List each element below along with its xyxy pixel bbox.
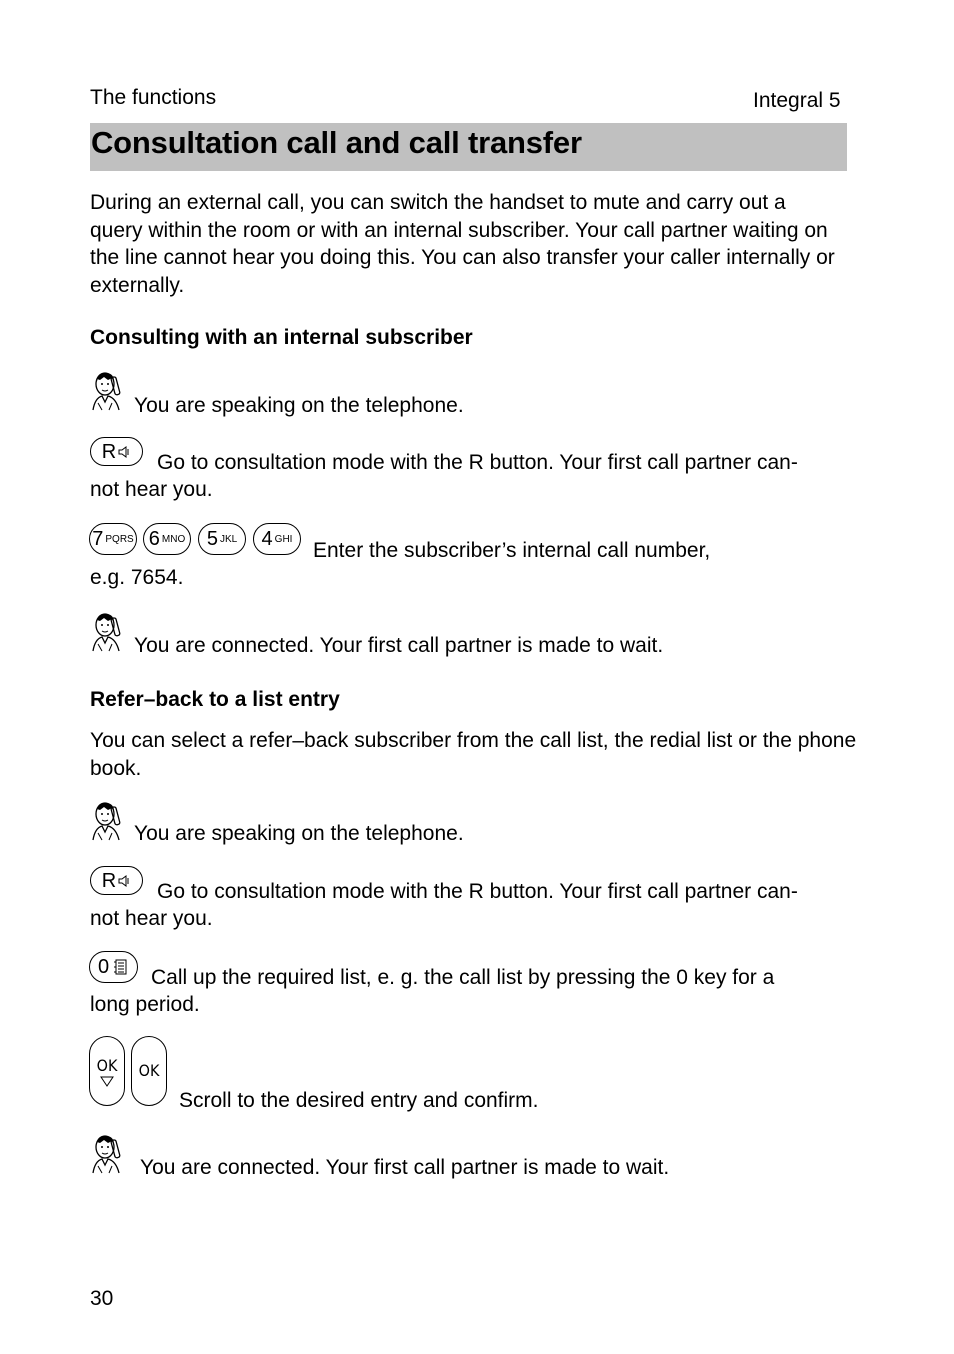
section1-heading: Consulting with an internal subscriber [90,326,473,349]
s1-step1-text: You are speaking on the telephone. [134,394,464,417]
zero-key-label: 0 [97,956,110,978]
section2-heading: Refer–back to a list entry [90,688,340,711]
ok-scroll-button[interactable] [89,1036,125,1106]
r-key-label: R [101,869,117,892]
section2-intro: You can select a refer–back subscriber from the call list, the redial list or the phone book. [90,729,857,780]
key-digit: 6 [148,528,160,550]
list-book-icon [113,958,129,976]
s2-step2-line2: not hear you. [90,907,213,930]
key-4-button[interactable] [253,523,301,555]
r-key-button[interactable] [90,866,143,895]
page-title: Consultation call and call transfer [91,125,582,160]
s2-step3-line2: long period. [90,993,200,1016]
ok-confirm-button[interactable] [131,1036,167,1106]
person-on-phone-icon [90,611,128,653]
speaker-icon [117,874,131,888]
key-7-button[interactable] [89,523,137,555]
s2-step5-text: You are connected. Your first call partner is made to wait. [140,1156,670,1179]
s2-step3-line1: Call up the required list, e. g. the call list by pressing the 0 key for a [151,966,775,989]
s1-step3-line2: e.g. 7654. [90,566,184,589]
intro-paragraph: During an external call, you can switch the handset to mute and carry out a query within the room or with an internal subscriber. Your call partner waiting on the line cannot hear you doing this. You can also transfer your caller internally or externally. [90,191,835,297]
ok-label: OK [96,1055,118,1075]
r-key-button[interactable] [90,437,143,466]
key-letters: PQRS [105,533,134,545]
zero-key-button[interactable] [89,951,138,983]
key-digit: 4 [261,528,273,550]
s1-step3-line1: Enter the subscriber’s internal call number, [313,539,711,562]
page-number: 30 [90,1287,114,1310]
person-on-phone-icon [90,370,128,412]
s1-step2-line1: Go to consultation mode with the R button. Your first call partner can- [157,451,798,474]
key-letters: GHI [274,533,293,545]
key-6-button[interactable] [143,523,191,555]
key-5-button[interactable] [198,523,246,555]
speaker-icon [117,445,131,459]
key-digit: 5 [206,528,218,550]
running-header-section: The functions [90,86,217,109]
person-on-phone-icon [90,1133,128,1175]
s2-step1-text: You are speaking on the telephone. [134,822,464,845]
s2-step2-line1: Go to consultation mode with the R button. Your first call partner can- [157,880,798,903]
r-key-label: R [101,440,117,463]
key-letters: JKL [219,533,238,545]
s1-step4-text: You are connected. Your first call partner is made to wait. [134,634,664,657]
key-letters: MNO [161,533,186,545]
person-on-phone-icon [90,800,128,842]
key-digit: 7 [92,528,104,550]
ok-label: OK [138,1061,160,1080]
running-header-product: Integral 5 [753,89,841,112]
scroll-down-triangle-icon [100,1075,114,1087]
s1-step2-line2: not hear you. [90,478,213,501]
s2-step4-text: Scroll to the desired entry and confirm. [179,1089,539,1112]
